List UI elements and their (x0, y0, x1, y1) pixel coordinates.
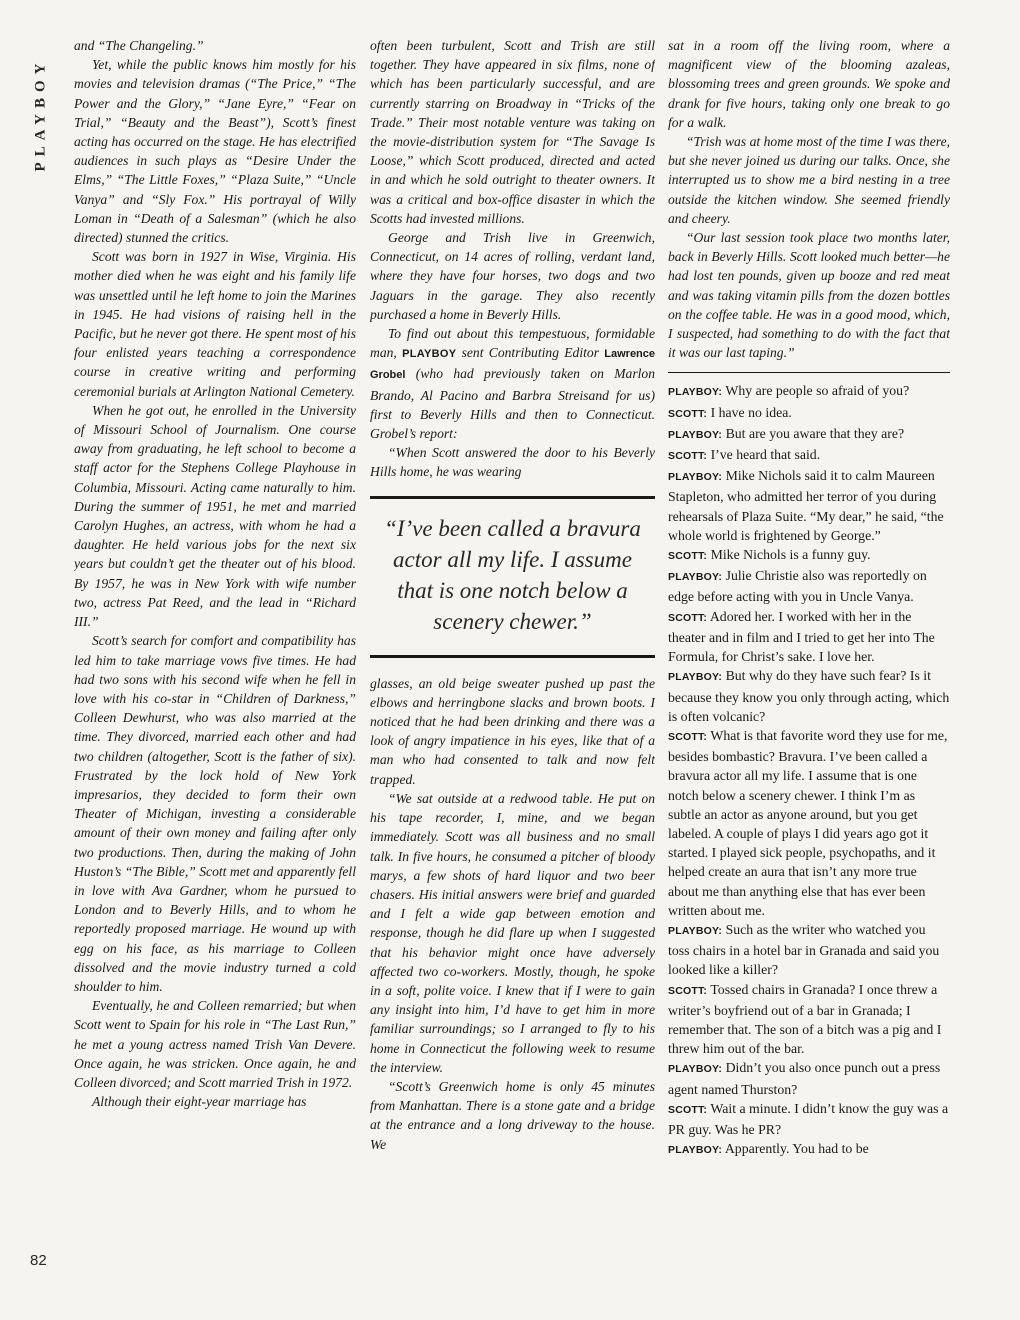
interview-entry (668, 1058, 950, 1098)
masthead (28, 34, 54, 194)
interview-entry (668, 666, 950, 726)
speaker-label: PLAYBOY: (668, 386, 723, 399)
interview-text: Why are people so afraid of you? (725, 383, 910, 399)
interview-entry (668, 726, 950, 920)
intro-paragraph: “When Scott answered the door to his Beverly Hills home, he was wearing (370, 445, 655, 480)
speaker-label: PLAYBOY: (668, 1144, 723, 1157)
interview-text: Apparently. You had to be (724, 1141, 869, 1157)
intro-paragraph: and “The Changeling.” (74, 38, 204, 53)
speaker-label: PLAYBOY: (668, 671, 723, 684)
interview-text: I’ve heard that said. (710, 447, 821, 463)
interview-entry (668, 424, 950, 445)
speaker-label: PLAYBOY: (668, 471, 723, 484)
column-1 (74, 36, 356, 1276)
intro-paragraph (370, 324, 655, 443)
speaker-label: PLAYBOY: (668, 924, 723, 937)
speaker-label: PLAYBOY: (668, 571, 723, 584)
interview-text: What is that favorite word they use for me, besides bombastic? Bravura. I’ve been called a bravura actor all my life. I assume that is one notch below a scenery chewer. I think I’m as subtle an actor as anyone around, but you get labeled. A couple of plays I did years ago got it started. I played sick people, psychopaths, and it helped create an aura that isn’t any more true about me than anything else that has ever been written about me. (668, 727, 948, 918)
intro-paragraph: “Our last session took place two months later, back in Beverly Hills. Scott looked much better—he had lost ten pounds, given up booze and red meat and was taking vitamin pills from the dozen bottles on the coffee table. He was in a good mood, which, I suspected, had something to do with the fact that it was our last taping.” (668, 230, 950, 361)
intro-paragraph: George and Trish live in Greenwich, Connecticut, on 14 acres of rolling, verdant land, where they have four horses, two dogs and two Jaguars in the garage. They also recently purchased a home in Beverly Hills. (370, 230, 655, 322)
intro-paragraph: “We sat outside at a redwood table. He put on his tape recorder, I, mine, and we began immediately. Scott was all business and no small talk. In five hours, he consumed a pitcher of bloody marys, a few shots of hard liquor and two beer chasers. His initial answers were brief and guarded and I felt a wide gap between emotion and response, though he did flare up when I suggested that his behavior might once have adversely affected two co-workers. Mostly, though, he spoke in a soft, polite voice. I knew that if I were to gain any insight into him, I’d have to get him in more familiar surroundings; so I arranged to fly to his home in Connecticut the following week to resume the interview. (370, 790, 655, 1075)
intro-paragraph: Eventually, he and Colleen remarried; but when Scott went to Spain for his role in “The Last Run,” he met a young actress named Trish Van Devere. Once again, he was stricken. Once again, he and Colleen divorced; and Scott married Trish in 1972. (74, 998, 356, 1090)
speaker-label: SCOTT: (668, 984, 708, 997)
interview-text: Mike Nichols is a funny guy. (710, 547, 871, 563)
interview-entry (668, 566, 950, 606)
intro-text: To find out about this tempestuous, formidable man, (370, 326, 655, 361)
speaker-label: PLAYBOY: (668, 1063, 723, 1076)
interview-text: Mike Nichols said it to calm Maureen Stapleton, who admitted her terror of you during rehearsals of Plaza Suite. “My dear,” he said, “the whole world is frightened by George.” (668, 468, 944, 543)
interview-text: Julie Christie also was reportedly on edge before acting with you in Uncle Vanya. (668, 568, 927, 605)
page-number: 82 (30, 1252, 47, 1269)
intro-text: sent Contributing Editor (461, 345, 599, 361)
interview-entry (668, 920, 950, 980)
intro-paragraph: often been turbulent, Scott and Trish are still together. They have appeared in six films, none of which has been particularly successful, and are currently starring on Broadway in “Tricks of the Trade.” Their most notable venture was taking on the movie-distribution system for “The Savage Is Loose,” which Scott produced, directed and acted in and which he sold outright to theater owners. It was a critical and box-office disaster in which the Scotts had invested millions. (370, 38, 655, 226)
column-2 (370, 36, 655, 1276)
speaker-label: SCOTT: (668, 1103, 708, 1116)
intro-paragraph: Yet, while the public knows him mostly for his movies and television dramas (“The Price,” “The Power and the Glory,” “Jane Eyre,” “Fear on Trial,” “Beauty and the Beast”), Scott’s finest acting has occurred on the stage. He has electrified audiences in such plays as “Desire Under the Elms,” “The Little Foxes,” “Plaza Suite,” “Uncle Vanya” and “Sly Fox.” His portrayal of Willy Loman in “Death of a Salesman” (which he also directed) stunned the critics. (74, 57, 356, 246)
intro-paragraph: “Trish was at home most of the time I was there, but she never joined us during our talks. Once, she interrupted us to show me a bird nesting in a tree outside the kitchen window. She seemed friendly and cheery. (668, 134, 950, 226)
intro-paragraph: sat in a room off the living room, where a magnificent view of the blooming azaleas, blossoming trees and green grounds. We spoke and drank for five hours, taking only one break to go for a walk. (668, 38, 950, 130)
interview-text: Adored her. I worked with her in the theater and in film and I tried to get her into The Formula, for Christ’s sake. I love her. (668, 608, 935, 665)
interview-entry (668, 1139, 950, 1160)
intro-paragraph: glasses, an old beige sweater pushed up past the elbows and herringbone slacks and brown boots. I noticed that he had been drinking and there was a look of angry impatience in his eyes, like that of a man who had consented to talk and now felt trapped. (370, 675, 655, 787)
interview-entry (668, 466, 950, 545)
interview-text: Didn’t you also once punch out a press agent named Thurston? (668, 1060, 941, 1097)
interview-entry (668, 545, 950, 566)
interview-text: Tossed chairs in Granada? I once threw a writer’s boyfriend out of a bar in Granada; I remember that. The son of a bitch was a pig and I threw him out of the bar. (668, 981, 942, 1057)
speaker-label: SCOTT: (668, 550, 708, 563)
intro-paragraph: Although their eight-year marriage has (92, 1094, 307, 1110)
playboy-tag: PLAYBOY (402, 348, 457, 361)
masthead-text: PLAYBOY (32, 57, 49, 171)
column-3 (668, 36, 950, 1276)
speaker-label: SCOTT: (668, 611, 708, 624)
speaker-label: SCOTT: (668, 450, 708, 463)
pull-quote-text: “I’ve been called a bravura actor all my life. I assume that is one notch below a scenery chewer.” (384, 515, 641, 634)
speaker-label: SCOTT: (668, 730, 708, 743)
speaker-label: PLAYBOY: (668, 428, 723, 441)
intro-paragraph: When he got out, he enrolled in the University of Missouri School of Journalism. One course away from graduating, he left school to become a staff actor for the Stephens College Playhouse in Columbia, Missouri. Acting came naturally to him. During the summer of 1951, he met and married Carolyn Hughes, an actress, with whom he had a daughter. He held various jobs for the next six years but couldn’t get the theater out of his blood. By 1957, he was in New York with wife number two, actress Pat Reed, and the lead in “Richard III.” (74, 402, 356, 630)
contributor-name: Lawrence Grobel (370, 348, 655, 382)
interview-entry (668, 1099, 950, 1139)
intro-paragraph: Scott’s search for comfort and compatibility has led him to take marriage vows five times. He had had two sons with his second wife when he fell in love with his co-star in “Children of Darkness,” Colleen Dewhurst, who was also married at the time. They divorced, married each other and had two children (altogether, Scott is the father of six). Frustrated by the lock hold of New York impresarios, they decided to form their own Theater of Michigan, investing a considerable amount of their own money and failing after only two productions. Then, during the making of John Huston’s “The Bible,” Scott met and apparently fell in love with Ava Gardner, whom he pursued to London and to Beverly Hills, and to whom he reportedly proposed marriage. He wound up with egg on his face, as his marriage to Colleen dissolved and the movie industry turned a cold shoulder to him. (74, 633, 356, 994)
interview-entry (668, 607, 950, 667)
speaker-label: SCOTT: (668, 407, 708, 420)
intro-text: (who had previously taken on Marlon Brando, Al Pacino and Barbra Streisand for us) first to Beverly Hills and then to Connecticut. Grobel’s report: (370, 366, 655, 442)
interview-text: Such as the writer who watched you toss chairs in a hotel bar in Granada and said you looked like a killer? (668, 921, 940, 978)
interview-transcript (668, 381, 950, 1160)
interview-text: I have no idea. (710, 404, 792, 420)
interview-entry (668, 403, 950, 424)
interview-text: But are you aware that they are? (725, 425, 905, 441)
pull-quote (370, 496, 655, 658)
interview-entry (668, 980, 950, 1059)
intro-paragraph: Scott was born in 1927 in Wise, Virginia. His mother died when he was eight and his family life was unsettled until he left home to join the Marines in 1945. He had visions of raising hell in the Pacific, but he never got there. He spent most of his four enlisted years teaching a correspondence course in creative writing and performing ceremonial burials at Arlington National Cemetery. (74, 249, 356, 399)
interview-text: But why do they have such fear? Is it because they know you only through acting, which is often volcanic? (668, 668, 950, 724)
interview-entry (668, 381, 950, 402)
intro-paragraph: “Scott’s Greenwich home is only 45 minutes from Manhattan. There is a stone gate and a bridge at the entrance and a long driveway to the house. We (370, 1078, 655, 1152)
section-divider (668, 372, 950, 373)
interview-text: Wait a minute. I didn’t know the guy was a PR guy. Was he PR? (668, 1100, 949, 1137)
interview-entry (668, 445, 950, 466)
